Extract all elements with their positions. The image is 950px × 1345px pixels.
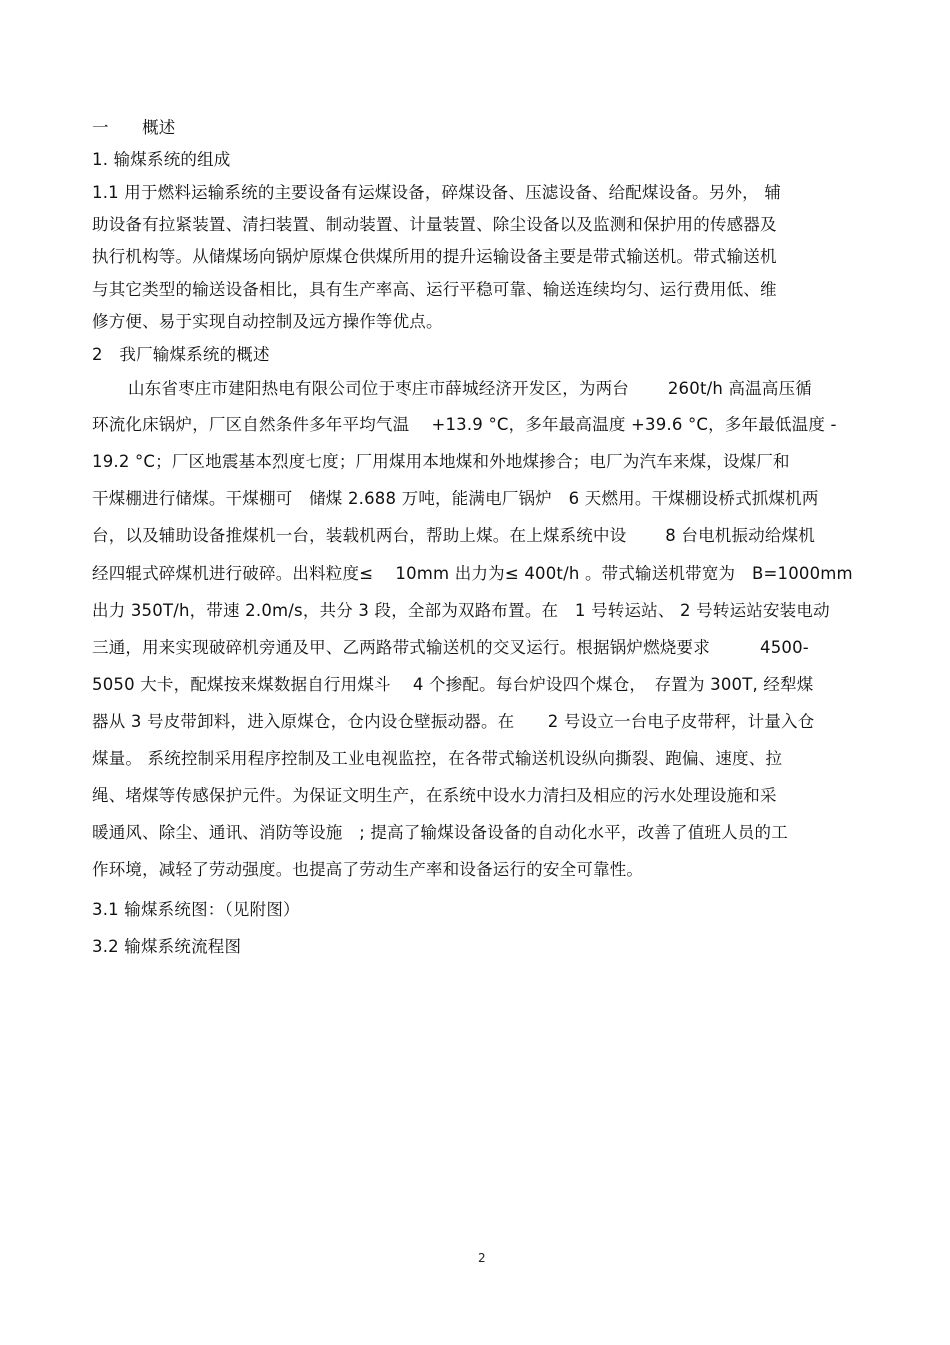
paragraph-line: 出力 350T/h，带速 2.0m/s，共分 3 段，全部为双路布置。在 1 号转运站、 2 号转运站安装电动 xyxy=(92,601,830,620)
section-title: 2 我厂输煤系统的概述 xyxy=(92,345,270,364)
paragraph-line: 5050 大卡，配煤按来煤数据自行用煤斗 4 个掺配。每台炉设四个煤仓， 存置为 300T, 经犁煤 xyxy=(92,675,814,694)
subsection-title: 3.1 输煤系统图：（见附图） xyxy=(92,900,300,919)
paragraph-line: 作环境，减轻了劳动强度。也提高了劳动生产率和设备运行的安全可靠性。 xyxy=(92,860,644,879)
paragraph-line: 修方便、易于实现自动控制及远方操作等优点。 xyxy=(92,312,443,331)
paragraph-line: 煤量。 系统控制采用程序控制及工业电视监控，在各带式输送机设纵向撕裂、跑偏、速度、拉 xyxy=(92,749,783,768)
paragraph-line: 山东省枣庄市建阳热电有限公司位于枣庄市薛城经济开发区，为两台 260t/h 高温高压循 xyxy=(128,379,812,398)
page-number: 2 xyxy=(478,1251,486,1265)
paragraph-line: 干煤棚进行储煤。干煤棚可 储煤 2.688 万吨，能满电厂锅炉 6 天燃用。干煤棚设桥式抓煤机两 xyxy=(92,489,819,508)
paragraph-line: 暖通风、除尘、通讯、消防等设施 ; 提高了输煤设备设备的自动化水平，改善了值班人员的工 xyxy=(92,823,788,842)
paragraph-line: 台，以及辅助设备推煤机一台，装载机两台，帮助上煤。在上煤系统中设 8 台电机振动给煤机 xyxy=(92,526,815,545)
paragraph-line: 执行机构等。从储煤场向锅炉原煤仓供煤所用的提升运输设备主要是带式输送机。带式输送机 xyxy=(92,247,777,266)
paragraph-line: 环流化床锅炉，厂区自然条件多年平均气温 +13.9 °C，多年最高温度 +39.6 °C，多年最低温度 - xyxy=(92,415,837,434)
section-title: 1. 输煤系统的组成 xyxy=(92,150,231,169)
subsection-title: 3.2 输煤系统流程图 xyxy=(92,937,242,956)
paragraph-line: 三通，用来实现破碎机旁通及甲、乙两路带式输送机的交叉运行。根据锅炉燃烧要求 4500- xyxy=(92,638,809,657)
paragraph-line: 助设备有拉紧装置、清扫装置、制动装置、计量装置、除尘设备以及监测和保护用的传感器及 xyxy=(92,215,777,234)
paragraph-line: 与其它类型的输送设备相比，具有生产率高、运行平稳可靠、输送连续均匀、运行费用低、维 xyxy=(92,280,777,299)
document-heading: 一 概述 xyxy=(92,118,176,137)
paragraph-line: 绳、堵煤等传感保护元件。为保证文明生产，在系统中设水力清扫及相应的污水处理设施和采 xyxy=(92,786,777,805)
paragraph-line: 器从 3 号皮带卸料，进入原煤仓，仓内设仓壁振动器。在 2 号设立一台电子皮带秤，计量入仓 xyxy=(92,712,815,731)
paragraph-line: 经四辊式碎煤机进行破碎。出料粒度≤ 10mm 出力为≤ 400t/h 。带式输送机带宽为 B=1000mm xyxy=(92,564,853,583)
paragraph-line: 1.1 用于燃料运输系统的主要设备有运煤设备，碎煤设备、压滤设备、给配煤设备。另外， 辅 xyxy=(92,183,782,202)
paragraph-line: 19.2 °C；厂区地震基本烈度七度；厂用煤用本地煤和外地煤掺合；电厂为汽车来煤，设煤厂和 xyxy=(92,452,790,471)
